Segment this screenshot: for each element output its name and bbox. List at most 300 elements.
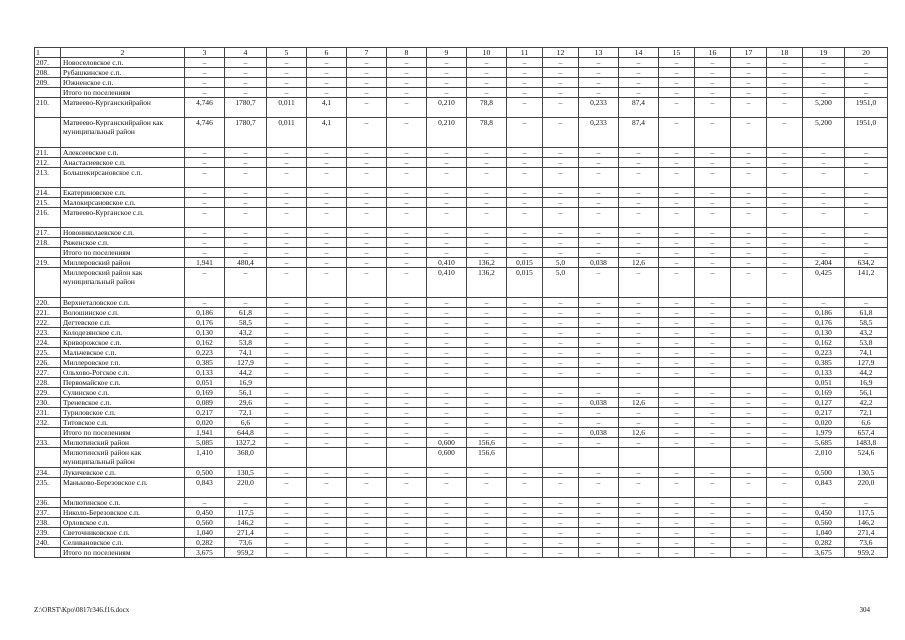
value-cell: 480,4 <box>225 258 267 268</box>
value-cell: – <box>387 548 427 558</box>
row-number: 224. <box>35 338 61 348</box>
value-cell: – <box>767 318 803 328</box>
value-cell: – <box>579 528 619 538</box>
value-cell: – <box>347 528 387 538</box>
row-number: 238. <box>35 518 61 528</box>
row-name: Верхнеталовское с.п. <box>61 298 185 308</box>
value-cell: – <box>579 148 619 158</box>
value-cell: – <box>307 388 347 398</box>
row-number: 220. <box>35 298 61 308</box>
row-name: Волошинское с.п. <box>61 308 185 318</box>
value-cell: 53,8 <box>225 338 267 348</box>
value-cell: – <box>267 418 307 428</box>
value-cell: – <box>543 538 579 548</box>
row-name: Николо-Березовское с.п. <box>61 508 185 518</box>
value-cell: – <box>185 268 225 298</box>
value-cell: – <box>467 418 507 428</box>
value-cell: 4,1 <box>307 98 347 118</box>
value-cell: – <box>767 398 803 408</box>
table-body <box>35 48 888 558</box>
value-cell: – <box>543 298 579 308</box>
table-row <box>35 238 888 248</box>
value-cell: – <box>387 168 427 188</box>
value-cell: – <box>467 428 507 438</box>
row-number: 226. <box>35 358 61 368</box>
value-cell: – <box>543 548 579 558</box>
value-cell: – <box>731 118 767 148</box>
value-cell: – <box>803 188 845 198</box>
value-cell: – <box>347 298 387 308</box>
value-cell <box>731 378 767 388</box>
value-cell: 0,020 <box>185 418 225 428</box>
row-name: Миллеровский район как муниципальный район <box>61 268 185 298</box>
value-cell: – <box>659 438 695 448</box>
value-cell: – <box>767 68 803 78</box>
value-cell: – <box>267 508 307 518</box>
value-cell: – <box>803 68 845 78</box>
value-cell: – <box>579 408 619 418</box>
value-cell: 0,385 <box>803 358 845 368</box>
header-cell: 13 <box>579 48 619 58</box>
value-cell: – <box>731 498 767 508</box>
table-row <box>35 348 888 358</box>
row-name: Ряженское с.п. <box>61 238 185 248</box>
value-cell: – <box>307 498 347 508</box>
value-cell: – <box>267 248 307 258</box>
value-cell: – <box>803 88 845 98</box>
value-cell: – <box>387 478 427 498</box>
table-row <box>35 308 888 318</box>
value-cell: – <box>695 148 731 158</box>
value-cell: – <box>507 528 543 538</box>
value-cell: – <box>507 228 543 238</box>
value-cell: – <box>507 408 543 418</box>
value-cell: 368,0 <box>225 448 267 468</box>
row-name: Большекирсановское с.п. <box>61 168 185 188</box>
value-cell: – <box>427 508 467 518</box>
value-cell: – <box>543 168 579 188</box>
value-cell: 4,1 <box>307 118 347 148</box>
value-cell: – <box>347 248 387 258</box>
value-cell: – <box>467 548 507 558</box>
value-cell: – <box>543 348 579 358</box>
value-cell: – <box>695 158 731 168</box>
value-cell: – <box>845 88 888 98</box>
value-cell: – <box>803 148 845 158</box>
value-cell: – <box>387 58 427 68</box>
table-row <box>35 98 888 118</box>
value-cell <box>307 448 347 468</box>
value-cell: – <box>579 518 619 528</box>
row-number: 233. <box>35 438 61 448</box>
value-cell: – <box>507 398 543 408</box>
value-cell: – <box>225 158 267 168</box>
value-cell: – <box>803 298 845 308</box>
value-cell: – <box>307 298 347 308</box>
value-cell <box>695 378 731 388</box>
value-cell: – <box>543 308 579 318</box>
value-cell: 1951,0 <box>845 98 888 118</box>
value-cell: – <box>267 438 307 448</box>
value-cell: – <box>767 98 803 118</box>
value-cell: – <box>225 88 267 98</box>
value-cell: – <box>387 438 427 448</box>
value-cell: – <box>307 258 347 268</box>
value-cell: – <box>731 188 767 198</box>
row-name: Милютинское с.п. <box>61 498 185 508</box>
row-number: 209. <box>35 78 61 88</box>
row-name: Малокирсановское с.п. <box>61 198 185 208</box>
value-cell: – <box>427 498 467 508</box>
value-cell: – <box>225 198 267 208</box>
value-cell: – <box>659 528 695 538</box>
value-cell: 657,4 <box>845 428 888 438</box>
value-cell: – <box>731 468 767 478</box>
value-cell: 72,1 <box>845 408 888 418</box>
value-cell: – <box>387 408 427 418</box>
value-cell: – <box>619 438 659 448</box>
value-cell: – <box>659 158 695 168</box>
value-cell: 5,200 <box>803 98 845 118</box>
value-cell: – <box>467 538 507 548</box>
value-cell: – <box>427 358 467 368</box>
value-cell: 78,8 <box>467 98 507 118</box>
value-cell: – <box>467 358 507 368</box>
value-cell: – <box>731 68 767 78</box>
value-cell: – <box>467 318 507 328</box>
value-cell: 1,941 <box>185 258 225 268</box>
value-cell: – <box>267 468 307 478</box>
value-cell: – <box>695 348 731 358</box>
value-cell: – <box>387 508 427 518</box>
value-cell: – <box>347 258 387 268</box>
value-cell: – <box>427 148 467 158</box>
value-cell: – <box>695 258 731 268</box>
value-cell: – <box>579 158 619 168</box>
value-cell: 1951,0 <box>845 118 888 148</box>
value-cell: – <box>467 338 507 348</box>
value-cell: – <box>267 308 307 318</box>
value-cell: – <box>731 428 767 438</box>
value-cell: – <box>307 168 347 188</box>
value-cell: – <box>387 68 427 78</box>
value-cell: 6,6 <box>845 418 888 428</box>
value-cell: – <box>347 538 387 548</box>
value-cell: – <box>619 68 659 78</box>
value-cell: – <box>387 98 427 118</box>
value-cell: 0,015 <box>507 268 543 298</box>
value-cell: – <box>695 58 731 68</box>
value-cell: – <box>427 418 467 428</box>
value-cell: – <box>767 338 803 348</box>
table-row <box>35 438 888 448</box>
value-cell: 524,6 <box>845 448 888 468</box>
value-cell <box>507 378 543 388</box>
value-cell: – <box>307 428 347 438</box>
value-cell: – <box>225 68 267 78</box>
value-cell: – <box>659 548 695 558</box>
table-row <box>35 368 888 378</box>
value-cell: – <box>427 538 467 548</box>
value-cell: – <box>267 58 307 68</box>
value-cell: – <box>347 198 387 208</box>
value-cell: – <box>695 418 731 428</box>
value-cell: – <box>347 98 387 118</box>
row-name: Миллеровское г.п. <box>61 358 185 368</box>
value-cell: – <box>347 148 387 158</box>
value-cell: – <box>467 198 507 208</box>
value-cell: – <box>543 518 579 528</box>
row-number <box>35 548 61 558</box>
value-cell: – <box>507 328 543 338</box>
value-cell: – <box>845 228 888 238</box>
value-cell: – <box>731 308 767 318</box>
value-cell: – <box>267 358 307 368</box>
value-cell: – <box>543 118 579 148</box>
value-cell: 5,085 <box>185 438 225 448</box>
value-cell: – <box>619 298 659 308</box>
value-cell: – <box>845 498 888 508</box>
value-cell <box>307 378 347 388</box>
value-cell: – <box>659 408 695 418</box>
value-cell: – <box>659 428 695 438</box>
value-cell: – <box>803 158 845 168</box>
value-cell: – <box>619 528 659 538</box>
value-cell: 0,410 <box>427 268 467 298</box>
value-cell: – <box>307 198 347 208</box>
value-cell: – <box>307 238 347 248</box>
value-cell: – <box>307 308 347 318</box>
value-cell: 0,450 <box>803 508 845 518</box>
row-name: Милютинский район как муниципальный район <box>61 448 185 468</box>
row-name: Матвеево-Курганскийрайон <box>61 98 185 118</box>
value-cell: – <box>767 358 803 368</box>
value-cell: – <box>467 498 507 508</box>
value-cell: – <box>225 238 267 248</box>
row-number: 225. <box>35 348 61 358</box>
value-cell: – <box>619 498 659 508</box>
value-cell: 0,282 <box>803 538 845 548</box>
value-cell: – <box>307 88 347 98</box>
value-cell: – <box>347 168 387 188</box>
value-cell <box>579 448 619 468</box>
value-cell: – <box>579 68 619 78</box>
value-cell: – <box>507 478 543 498</box>
value-cell <box>731 448 767 468</box>
value-cell: – <box>347 358 387 368</box>
value-cell: – <box>307 478 347 498</box>
value-cell: – <box>845 168 888 188</box>
value-cell: 0,410 <box>427 258 467 268</box>
value-cell: – <box>543 478 579 498</box>
value-cell: 5,685 <box>803 438 845 448</box>
value-cell: – <box>659 298 695 308</box>
value-cell: – <box>767 198 803 208</box>
row-number: 208. <box>35 68 61 78</box>
value-cell: – <box>307 408 347 418</box>
value-cell: 130,5 <box>845 468 888 478</box>
value-cell: – <box>307 248 347 258</box>
row-name: Итого по поселениям <box>61 548 185 558</box>
value-cell: – <box>695 168 731 188</box>
header-cell: 14 <box>619 48 659 58</box>
value-cell: – <box>659 418 695 428</box>
table-row <box>35 428 888 438</box>
value-cell: – <box>731 478 767 498</box>
value-cell: 136,2 <box>467 258 507 268</box>
header-cell: 19 <box>803 48 845 58</box>
value-cell: – <box>387 208 427 228</box>
value-cell: – <box>543 238 579 248</box>
row-number: 213. <box>35 168 61 188</box>
value-cell <box>267 378 307 388</box>
row-name: Анастасиевское с.п. <box>61 158 185 168</box>
value-cell: – <box>347 308 387 318</box>
value-cell: 56,1 <box>845 388 888 398</box>
value-cell: – <box>579 238 619 248</box>
row-name: Итого по поселениям <box>61 88 185 98</box>
value-cell: – <box>767 348 803 358</box>
value-cell: – <box>347 208 387 228</box>
table-row <box>35 258 888 268</box>
value-cell: 1,979 <box>803 428 845 438</box>
value-cell: – <box>543 158 579 168</box>
row-number: 219. <box>35 258 61 268</box>
value-cell: – <box>543 68 579 78</box>
value-cell: – <box>225 168 267 188</box>
value-cell: – <box>579 198 619 208</box>
row-name: Миллеровский район <box>61 258 185 268</box>
value-cell: – <box>507 438 543 448</box>
value-cell: – <box>767 528 803 538</box>
value-cell: – <box>467 388 507 398</box>
value-cell: – <box>185 238 225 248</box>
table-row <box>35 478 888 498</box>
table-row <box>35 378 888 388</box>
value-cell: – <box>731 408 767 418</box>
value-cell: – <box>731 518 767 528</box>
value-cell: – <box>387 468 427 478</box>
value-cell: – <box>347 318 387 328</box>
value-cell: – <box>767 538 803 548</box>
value-cell: 1780,7 <box>225 118 267 148</box>
value-cell: – <box>225 58 267 68</box>
value-cell: – <box>467 308 507 318</box>
value-cell: – <box>845 68 888 78</box>
value-cell: – <box>347 548 387 558</box>
value-cell: 0,133 <box>185 368 225 378</box>
row-number <box>35 248 61 258</box>
value-cell: 136,2 <box>467 268 507 298</box>
value-cell: – <box>543 388 579 398</box>
value-cell: – <box>731 168 767 188</box>
value-cell: – <box>619 478 659 498</box>
value-cell <box>767 378 803 388</box>
table-row <box>35 188 888 198</box>
value-cell: – <box>347 68 387 78</box>
value-cell: – <box>659 118 695 148</box>
value-cell: 43,2 <box>225 328 267 338</box>
value-cell: 1,941 <box>185 428 225 438</box>
value-cell: – <box>185 148 225 158</box>
row-number: 236. <box>35 498 61 508</box>
value-cell: – <box>185 68 225 78</box>
value-cell: 29,6 <box>225 398 267 408</box>
value-cell: – <box>695 318 731 328</box>
row-number: 217. <box>35 228 61 238</box>
row-number: 237. <box>35 508 61 518</box>
value-cell: – <box>307 418 347 428</box>
value-cell: – <box>619 368 659 378</box>
value-cell: 12,6 <box>619 428 659 438</box>
value-cell: – <box>619 198 659 208</box>
row-name: Екатериновское с.п. <box>61 188 185 198</box>
value-cell: – <box>659 508 695 518</box>
value-cell: 53,8 <box>845 338 888 348</box>
value-cell: – <box>307 268 347 298</box>
value-cell: – <box>307 358 347 368</box>
value-cell: 2,404 <box>803 258 845 268</box>
value-cell: – <box>347 88 387 98</box>
value-cell: 0,020 <box>803 418 845 428</box>
table-row <box>35 208 888 228</box>
value-cell: – <box>731 98 767 118</box>
value-cell: – <box>619 358 659 368</box>
value-cell: – <box>767 88 803 98</box>
value-cell: – <box>767 408 803 418</box>
value-cell: – <box>695 338 731 348</box>
value-cell: 0,233 <box>579 118 619 148</box>
value-cell: – <box>695 228 731 238</box>
value-cell: – <box>347 268 387 298</box>
row-name: Рубашкинское с.п. <box>61 68 185 78</box>
value-cell <box>659 448 695 468</box>
row-name: Алексеевское с.п. <box>61 148 185 158</box>
value-cell: – <box>507 188 543 198</box>
value-cell: – <box>347 408 387 418</box>
value-cell: 2,010 <box>803 448 845 468</box>
value-cell: – <box>507 428 543 438</box>
value-cell: – <box>695 468 731 478</box>
value-cell: – <box>387 228 427 238</box>
value-cell: – <box>387 338 427 348</box>
value-cell: – <box>427 388 467 398</box>
row-number: 210. <box>35 98 61 118</box>
value-cell: – <box>695 308 731 318</box>
value-cell: – <box>767 158 803 168</box>
value-cell: – <box>507 518 543 528</box>
value-cell: – <box>619 168 659 188</box>
value-cell: 73,6 <box>225 538 267 548</box>
row-number: 207. <box>35 58 61 68</box>
value-cell: – <box>695 388 731 398</box>
row-number: 230. <box>35 398 61 408</box>
header-cell: 1 <box>35 48 61 58</box>
value-cell: – <box>225 148 267 158</box>
value-cell: – <box>307 78 347 88</box>
value-cell: – <box>767 468 803 478</box>
value-cell: – <box>543 188 579 198</box>
value-cell: – <box>507 358 543 368</box>
row-name: Лукичевское с.п. <box>61 468 185 478</box>
value-cell: 3,675 <box>803 548 845 558</box>
row-number: 218. <box>35 238 61 248</box>
header-cell: 2 <box>61 48 185 58</box>
value-cell: 0,011 <box>267 98 307 118</box>
value-cell: – <box>427 468 467 478</box>
value-cell: – <box>695 298 731 308</box>
value-cell: – <box>307 58 347 68</box>
